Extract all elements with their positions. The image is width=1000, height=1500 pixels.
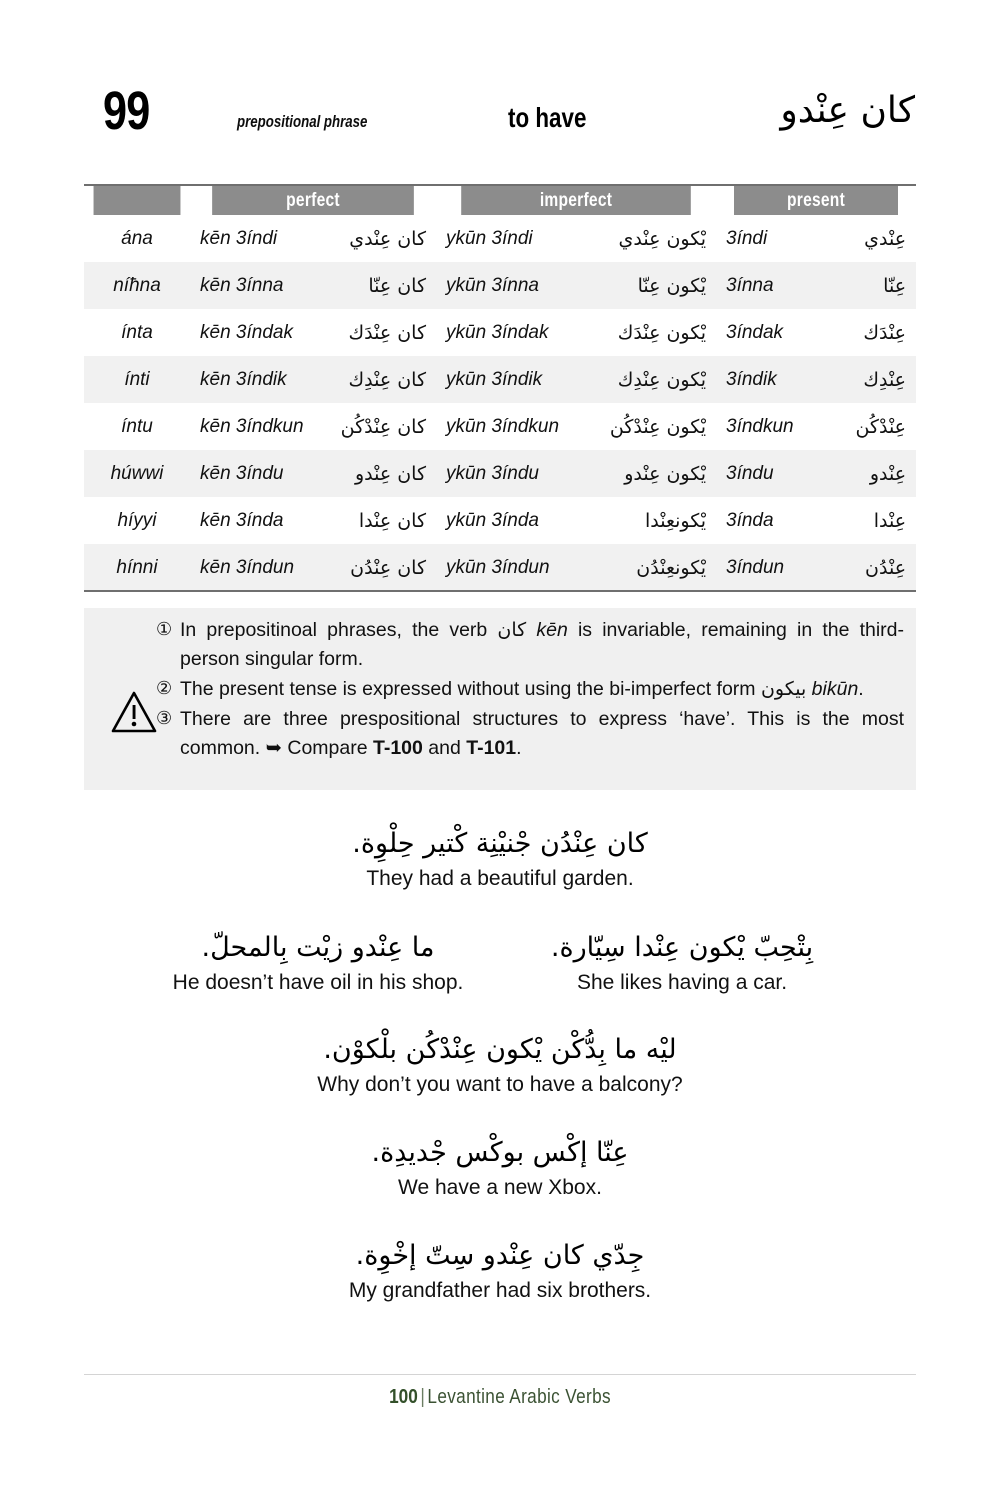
note-marker: ① bbox=[156, 619, 173, 639]
cell-present-translit: 3índa bbox=[716, 497, 816, 544]
example-arabic: جِدّي كان عِنْدو سِتّ إخْوِة. bbox=[355, 1240, 645, 1271]
cell-perfect-arabic: كان عِنْدَك bbox=[317, 309, 436, 356]
example-arabic: ليْه ما بِدُّكْن يْكون عِنْدْكُن بلْكوْن. bbox=[323, 1034, 677, 1065]
cell-perfect-translit: kēn 3índun bbox=[190, 544, 317, 591]
cell-present-translit: 3índun bbox=[716, 544, 816, 591]
table-bottom-rule bbox=[84, 590, 916, 592]
cell-present-translit: 3índi bbox=[716, 215, 816, 262]
cell-imperfect-translit: ykūn 3índik bbox=[436, 356, 576, 403]
cell-present-arabic: عِنْدَك bbox=[816, 309, 916, 356]
cell-present-translit: 3índkun bbox=[716, 403, 816, 450]
cell-pronoun: húwwi bbox=[84, 450, 190, 497]
table-body bbox=[84, 215, 916, 591]
warning-triangle-icon bbox=[110, 690, 158, 734]
entry-english-title: to have bbox=[508, 102, 587, 133]
example-english: Why don’t you want to have a balcony? bbox=[317, 1073, 683, 1097]
note-text: The present tense is expressed without using the bi-imperfect form بيكون bikūn. bbox=[180, 677, 864, 700]
example-arabic: ما عِنْدو زيْت بِالمحلّ. bbox=[201, 932, 435, 963]
cell-present-arabic: عِنْدا bbox=[816, 497, 916, 544]
table-row bbox=[84, 215, 916, 262]
footer-rule bbox=[84, 1374, 916, 1375]
example-6 bbox=[0, 1238, 1000, 1305]
cell-perfect-arabic: كان عِنْدو bbox=[317, 450, 436, 497]
page-header bbox=[85, 81, 915, 158]
cell-present-arabic: عِنْدِك bbox=[816, 356, 916, 403]
note-text: There are three prespositional structures to express ‘have’. This is the most common. ➥ Compare T-100 and T-101. bbox=[180, 708, 904, 759]
cell-perfect-translit: kēn 3índu bbox=[190, 450, 317, 497]
cell-perfect-arabic: كان عِنْدُن bbox=[317, 544, 436, 591]
table-row bbox=[84, 356, 916, 403]
cell-perfect-translit: kēn 3índi bbox=[190, 215, 317, 262]
cell-imperfect-translit: ykūn 3ínna bbox=[436, 262, 576, 309]
col-header-perfect: perfect bbox=[212, 186, 414, 215]
cell-imperfect-translit: ykūn 3índa bbox=[436, 497, 576, 544]
page-footer bbox=[70, 1386, 930, 1409]
col-header-present: present bbox=[734, 186, 898, 215]
cell-present-translit: 3índik bbox=[716, 356, 816, 403]
cell-imperfect-arabic: يْكون عِنْدو bbox=[576, 450, 716, 497]
example-arabic: عِنّا إكْس بوكْس جْديدِة. bbox=[371, 1137, 629, 1168]
cell-perfect-translit: kēn 3índkun bbox=[190, 403, 317, 450]
example-arabic: بِتْحِبّ يْكون عِنْدا سِيّارة. bbox=[550, 932, 814, 963]
cell-imperfect-arabic: يْكون عِنْدِك bbox=[576, 356, 716, 403]
cell-pronoun: ínta bbox=[84, 309, 190, 356]
cell-imperfect-arabic: يْكون عِنّا bbox=[576, 262, 716, 309]
entry-category: prepositional phrase bbox=[237, 112, 368, 131]
example-english: He doesn’t have oil in his shop. bbox=[172, 971, 464, 995]
cell-present-arabic: عِنّا bbox=[816, 262, 916, 309]
example-5 bbox=[0, 1135, 1000, 1202]
example-english: My grandfather had six brothers. bbox=[348, 1279, 652, 1303]
cell-perfect-translit: kēn 3índa bbox=[190, 497, 317, 544]
example-arabic: كان عِنْدُن جْنيْنِة كْتير حِلْوِة. bbox=[352, 828, 648, 859]
footer-page-number: 100 bbox=[389, 1386, 418, 1408]
note-item bbox=[156, 675, 904, 704]
col-header-pronoun bbox=[94, 186, 181, 215]
note-marker: ③ bbox=[156, 708, 173, 729]
cell-present-translit: 3índak bbox=[716, 309, 816, 356]
cell-present-arabic: عِنْدو bbox=[816, 450, 916, 497]
cell-present-translit: 3índu bbox=[716, 450, 816, 497]
table-header-row bbox=[84, 186, 916, 215]
cell-pronoun: híyyi bbox=[84, 497, 190, 544]
cell-present-translit: 3ínna bbox=[716, 262, 816, 309]
cell-pronoun: íntu bbox=[84, 403, 190, 450]
cell-present-arabic: عِنْدي bbox=[816, 215, 916, 262]
example-english: They had a beautiful garden. bbox=[366, 867, 634, 891]
cell-imperfect-translit: ykūn 3índi bbox=[436, 215, 576, 262]
example-4 bbox=[0, 1032, 1000, 1099]
cell-imperfect-arabic: يْكونعِنْدا bbox=[576, 497, 716, 544]
table-row bbox=[84, 544, 916, 591]
cell-perfect-arabic: كان عِنْدِك bbox=[317, 356, 436, 403]
cell-imperfect-arabic: يْكون عِنْدَك bbox=[576, 309, 716, 356]
footer-separator: | bbox=[420, 1386, 425, 1408]
cell-perfect-translit: kēn 3índik bbox=[190, 356, 317, 403]
cell-perfect-translit: kēn 3índak bbox=[190, 309, 317, 356]
cell-present-arabic: عِنْدُن bbox=[816, 544, 916, 591]
cell-perfect-arabic: كان عِنْدا bbox=[317, 497, 436, 544]
cell-imperfect-arabic: يْكون عِنْدْكُن bbox=[576, 403, 716, 450]
cell-imperfect-arabic: يْكونعِنْدُن bbox=[576, 544, 716, 591]
note-marker: ② bbox=[156, 677, 173, 698]
footer-book-title: Levantine Arabic Verbs bbox=[427, 1386, 611, 1408]
example-1 bbox=[0, 826, 1000, 893]
cell-perfect-arabic: كان عِنْدي bbox=[317, 215, 436, 262]
table-row bbox=[84, 309, 916, 356]
cell-pronoun: hínni bbox=[84, 544, 190, 591]
example-2 bbox=[148, 930, 488, 997]
cell-present-arabic: عِنْدْكُن bbox=[816, 403, 916, 450]
notes-list bbox=[156, 616, 904, 764]
cell-pronoun: ána bbox=[84, 215, 190, 262]
conjugation-table bbox=[84, 186, 916, 591]
cell-imperfect-translit: ykūn 3índun bbox=[436, 544, 576, 591]
entry-number: 99 bbox=[103, 81, 150, 141]
note-item bbox=[156, 705, 904, 762]
table-row bbox=[84, 450, 916, 497]
cell-imperfect-translit: ykūn 3índak bbox=[436, 309, 576, 356]
cell-imperfect-arabic: يْكون عِنْدي bbox=[576, 215, 716, 262]
table-row bbox=[84, 262, 916, 309]
col-header-imperfect: imperfect bbox=[461, 186, 691, 215]
cell-pronoun: níħna bbox=[84, 262, 190, 309]
example-english: We have a new Xbox. bbox=[398, 1176, 602, 1200]
example-pair-row bbox=[0, 930, 1000, 997]
cell-perfect-arabic: كان عِنّا bbox=[317, 262, 436, 309]
conjugation-table-wrapper bbox=[84, 186, 916, 591]
example-english: She likes having a car. bbox=[576, 971, 788, 995]
note-text: In prepositinoal phrases, the verb كان kēn is invariable, remaining in the third-person singular form. bbox=[180, 619, 904, 670]
cell-perfect-translit: kēn 3ínna bbox=[190, 262, 317, 309]
table-row bbox=[84, 403, 916, 450]
cell-imperfect-translit: ykūn 3índkun bbox=[436, 403, 576, 450]
example-3 bbox=[512, 930, 852, 997]
cell-pronoun: ínti bbox=[84, 356, 190, 403]
note-item bbox=[156, 616, 904, 673]
table-row bbox=[84, 497, 916, 544]
entry-arabic-title: كان عِنْدو bbox=[780, 90, 915, 131]
notes-box bbox=[84, 608, 916, 790]
cell-imperfect-translit: ykūn 3índu bbox=[436, 450, 576, 497]
cell-perfect-arabic: كان عِنْدْكُن bbox=[317, 403, 436, 450]
